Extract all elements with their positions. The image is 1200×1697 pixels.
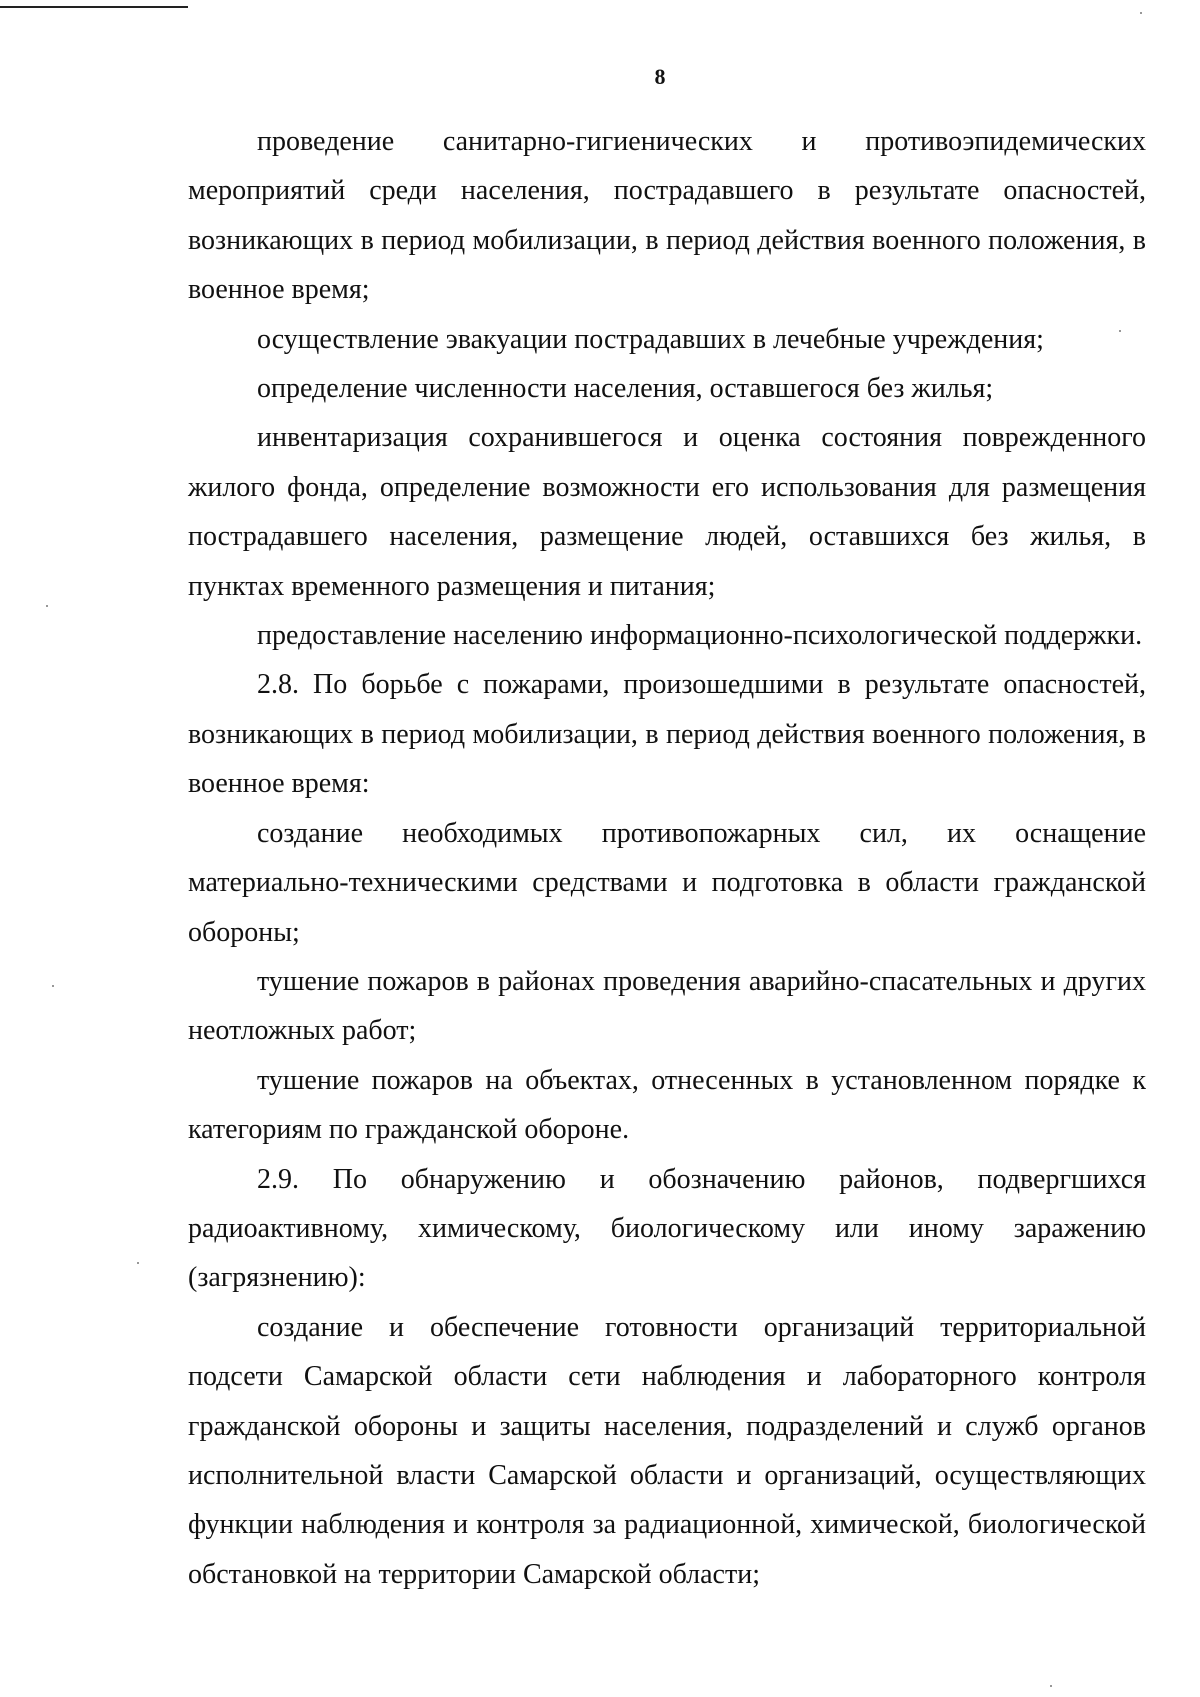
paragraph-fire-suppression-rescue: тушение пожаров в районах проведения аварийно-спасательных и других неотложных работ; [188, 965, 1146, 1047]
section-2-8-heading: 2.8. По борьбе с пожарами, произошедшими в результате опасностей, возникающих в период мобилизации, в период действия военного положения, в военное время: [188, 669, 1146, 800]
paragraph-firefighting-forces: создание необходимых противопожарных сил, их оснащение материально-техническими средствами и подготовка в области гражданской обороны; [188, 817, 1146, 948]
paragraph-fire-suppression-objects: тушение пожаров на объектах, отнесенных в установленном порядке к категориям по гражданской обороне. [188, 1064, 1146, 1146]
scan-speck [1050, 1685, 1052, 1687]
page-number: 8 [654, 64, 666, 89]
paragraph-sanitary-measures: проведение санитарно-гигиенических и противоэпидемических мероприятий среди населения, пострадавшего в результате опасностей, возникающих в период мобилизации, в период действия военного положения, в военное время; [188, 126, 1146, 306]
paragraph-psychological-support: предоставление населению информационно-психологической поддержки. [257, 620, 1143, 652]
paragraph-monitoring-network: создание и обеспечение готовности организаций территориальной подсети Самарской области сети наблюдения и лабораторного контроля гражданской обороны и защиты населения, подразделений и служб органов исполнительной власти Самарской области и организаций, осуществляющих функции наблюдения и контроля за радиационной, химической, биологической обстановкой на территории Самарской области; [188, 1311, 1146, 1590]
section-2-9-heading: 2.9. По обнаружению и обозначению районов, подвергшихся радиоактивному, химическому, биологическому или иному заражению (загрязнению): [188, 1163, 1146, 1294]
paragraph-evacuation: осуществление эвакуации пострадавших в лечебные учреждения; [257, 323, 1044, 355]
paragraph-homeless-count: определение численности населения, оставшегося без жилья; [257, 373, 994, 405]
scan-speck [52, 985, 54, 987]
scan-speck [137, 1262, 139, 1264]
scan-speck [46, 605, 48, 607]
scan-speck [1119, 330, 1121, 332]
scan-speck [1140, 12, 1142, 14]
document-body [188, 117, 1146, 1599]
paragraph-housing-inventory: инвентаризация сохранившегося и оценка состояния поврежденного жилого фонда, определение возможности его использования для размещения пострадавшего населения, размещение людей, оставшихся без жилья, в пунктах временного размещения и питания; [188, 422, 1146, 602]
scan-edge-line [0, 6, 188, 8]
